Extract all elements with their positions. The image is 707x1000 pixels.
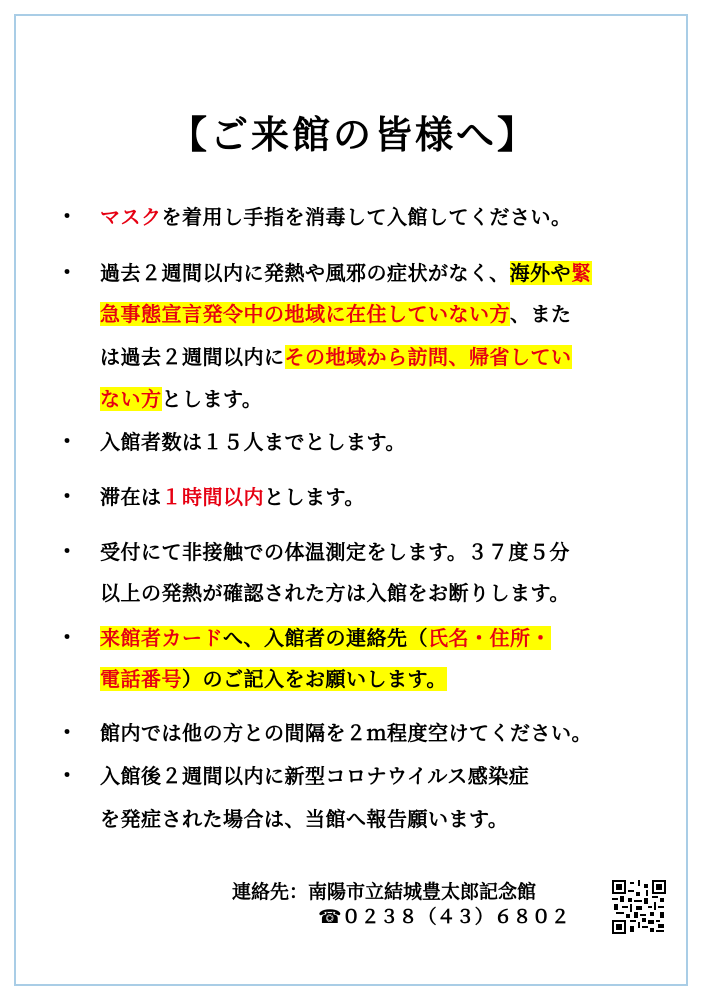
notice-line — [100, 717, 592, 746]
bullet-mark: ・ — [56, 261, 79, 286]
text-segment: を発症された場合は、当館へ報告願います。 — [100, 807, 509, 831]
qr-code-icon — [612, 880, 666, 934]
notice-line — [100, 298, 572, 327]
text-segment: 受付にて非接触での体温測定をします。３７度５分 — [100, 540, 570, 564]
text-segment: １時間以内 — [161, 485, 264, 509]
phone-line — [318, 902, 570, 929]
phone-number: ０２３８（４３）６８０２ — [341, 906, 570, 928]
text-segment: とします。 — [161, 387, 263, 411]
text-segment: 入館後２週間以内に新型コロナウイルス感染症 — [100, 764, 530, 788]
text-segment: 電話番号 — [100, 667, 182, 691]
text-segment: その地域から訪問、帰省してい — [284, 345, 572, 369]
text-segment: 館内では他の方との間隔を２ｍ程度空けてください。 — [100, 721, 592, 745]
notice-line — [100, 663, 447, 692]
page-title: 【ご来館の皆様へ】 — [168, 113, 538, 157]
notice-line — [100, 481, 365, 510]
bullet-mark: ・ — [56, 540, 79, 565]
contact-line — [232, 877, 536, 904]
text-segment: 滞在は — [100, 485, 162, 509]
text-segment: ）のご記入をお願いします。 — [182, 667, 447, 691]
bullet-mark: ・ — [56, 764, 79, 789]
text-segment: へ、入館者の連絡先（ — [223, 626, 428, 650]
notice-line — [100, 341, 572, 370]
notice-line — [100, 201, 572, 230]
bullet-mark: ・ — [56, 485, 79, 510]
notice-line — [100, 803, 508, 832]
notice-line — [100, 426, 406, 455]
text-segment: は過去２週間以内に — [100, 345, 285, 369]
text-segment: 緊 — [571, 261, 592, 285]
contact-label: 連絡先： — [232, 881, 309, 903]
text-segment: を着用し手指を消毒して入館してください。 — [161, 205, 572, 229]
text-segment: とします。 — [264, 485, 365, 509]
text-segment: 以上の発熱が確認された方は入館をお断りします。 — [100, 581, 570, 605]
notice-line — [100, 760, 529, 789]
phone-icon: ☎ — [318, 906, 342, 928]
bullet-mark: ・ — [56, 205, 79, 230]
text-segment: 来館者カード — [100, 626, 223, 650]
text-segment: 、また — [510, 302, 572, 326]
notice-line — [100, 383, 262, 412]
bullet-mark: ・ — [56, 721, 79, 746]
contact-name: 南陽市立結城豊太郎記念館 — [308, 881, 537, 903]
notice-line — [100, 577, 570, 606]
text-segment: マスク — [100, 205, 162, 229]
bullet-mark: ・ — [56, 626, 79, 651]
text-segment: 海外や — [509, 261, 572, 285]
text-segment: 氏名・住所・ — [428, 626, 551, 650]
text-segment: 過去２週間以内に発熱や風邪の症状がなく、 — [100, 261, 510, 285]
notice-line — [100, 257, 592, 286]
notice-line — [100, 536, 570, 565]
text-segment: 入館者数は１５人までとします。 — [100, 430, 406, 454]
text-segment: ない方 — [100, 387, 162, 411]
notice-line — [100, 622, 551, 651]
bullet-mark: ・ — [56, 430, 79, 455]
text-segment: 急事態宣言発令中の地域に在住していない方 — [100, 302, 510, 326]
